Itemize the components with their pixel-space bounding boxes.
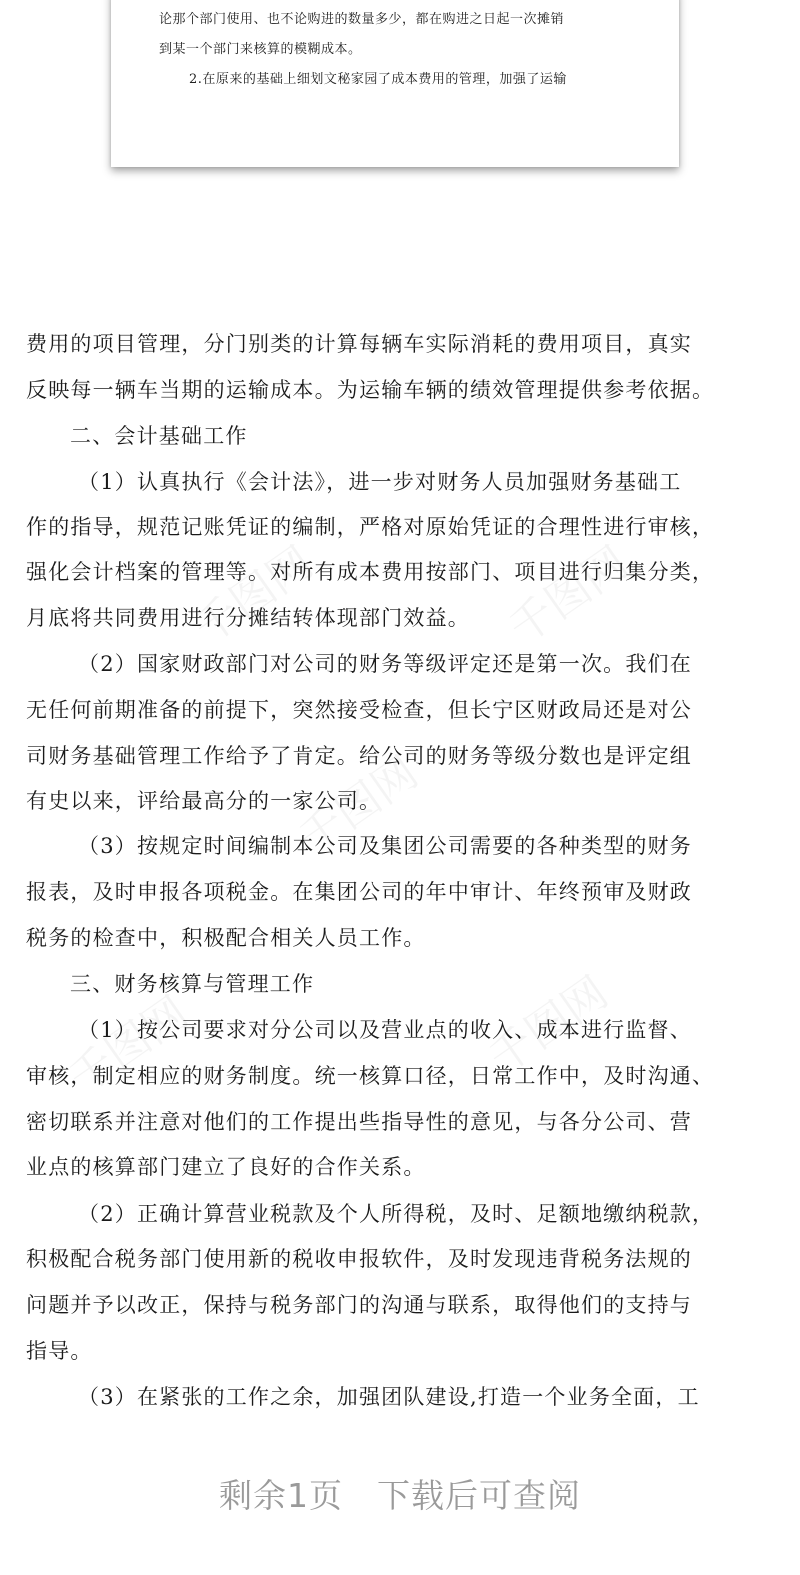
watermark-1: [179, 528, 324, 656]
doc-line-17: 审核，制定相应的财务制度。统一核算口径，日常工作中，及时沟通、: [26, 1064, 715, 1088]
doc-line-1: 费用的项目管理，分门别类的计算每辆车实际消耗的费用项目，真实: [26, 332, 692, 356]
doc-line-22: 问题并予以改正，保持与税务部门的沟通与联系，取得他们的支持与: [26, 1293, 692, 1317]
doc-line-23: 指导。: [26, 1339, 93, 1363]
doc-line-2: 反映每一辆车当期的运输成本。为运输车辆的绩效管理提供参考依据。: [26, 378, 715, 402]
preview-page-card: [111, 0, 679, 167]
doc-line-14: 税务的检查中，积极配合相关人员工作。: [26, 926, 426, 950]
doc-line-5: 作的指导，规范记账凭证的编制，严格对原始凭证的合理性进行审核，: [26, 515, 715, 539]
preview-line-2: 到某一个部门来核算的模糊成本。: [159, 42, 362, 57]
remaining-pages-notice[interactable]: 剩余1页 下载后可查阅: [219, 1476, 581, 1515]
doc-line-11: 有史以来，评给最高分的一家公司。: [26, 789, 382, 813]
doc-line-18: 密切联系并注意对他们的工作提出些指导性的意见，与各分公司、营: [26, 1110, 692, 1134]
doc-line-24: （3）在紧张的工作之余，加强团队建设,打造一个业务全面，工: [78, 1385, 700, 1409]
doc-line-13: 报表，及时申报各项税金。在集团公司的年中审计、年终预审及财政: [26, 880, 692, 904]
doc-line-6: 强化会计档案的管理等。对所有成本费用按部门、项目进行归集分类，: [26, 560, 715, 584]
doc-line-9: 无任何前期准备的前提下，突然接受检查，但长宁区财政局还是对公: [26, 698, 692, 722]
doc-line-21: 积极配合税务部门使用新的税收申报软件，及时发现违背税务法规的: [26, 1247, 692, 1271]
doc-line-12: （3）按规定时间编制本公司及集团公司需要的各种类型的财务: [78, 834, 692, 858]
doc-line-10: 司财务基础管理工作给予了肯定。给公司的财务等级分数也是评定组: [26, 744, 692, 768]
doc-line-8: （2）国家财政部门对公司的财务等级评定还是第一次。我们在: [78, 652, 692, 676]
doc-line-7: 月底将共同费用进行分摊结转体现部门效益。: [26, 606, 470, 630]
preview-line-3: 2.在原来的基础上细划文秘家园了成本费用的管理，加强了运输: [189, 72, 567, 87]
doc-line-19: 业点的核算部门建立了良好的合作关系。: [26, 1155, 426, 1179]
doc-line-4: （1）认真执行《会计法》，进一步对财务人员加强财务基础工: [78, 470, 682, 494]
doc-line-20: （2）正确计算营业税款及个人所得税，及时、足额地缴纳税款，: [78, 1202, 715, 1226]
watermark-2: [494, 528, 639, 656]
doc-line-16: （1）按公司要求对分公司以及营业点的收入、成本进行监督、: [78, 1018, 692, 1042]
section-heading-accounting-basics: 二、会计基础工作: [70, 424, 248, 448]
preview-line-1: 论那个部门使用、也不论购进的数量多少，都在购进之日起一次摊销: [159, 12, 565, 27]
section-heading-financial-accounting: 三、财务核算与管理工作: [70, 972, 315, 996]
